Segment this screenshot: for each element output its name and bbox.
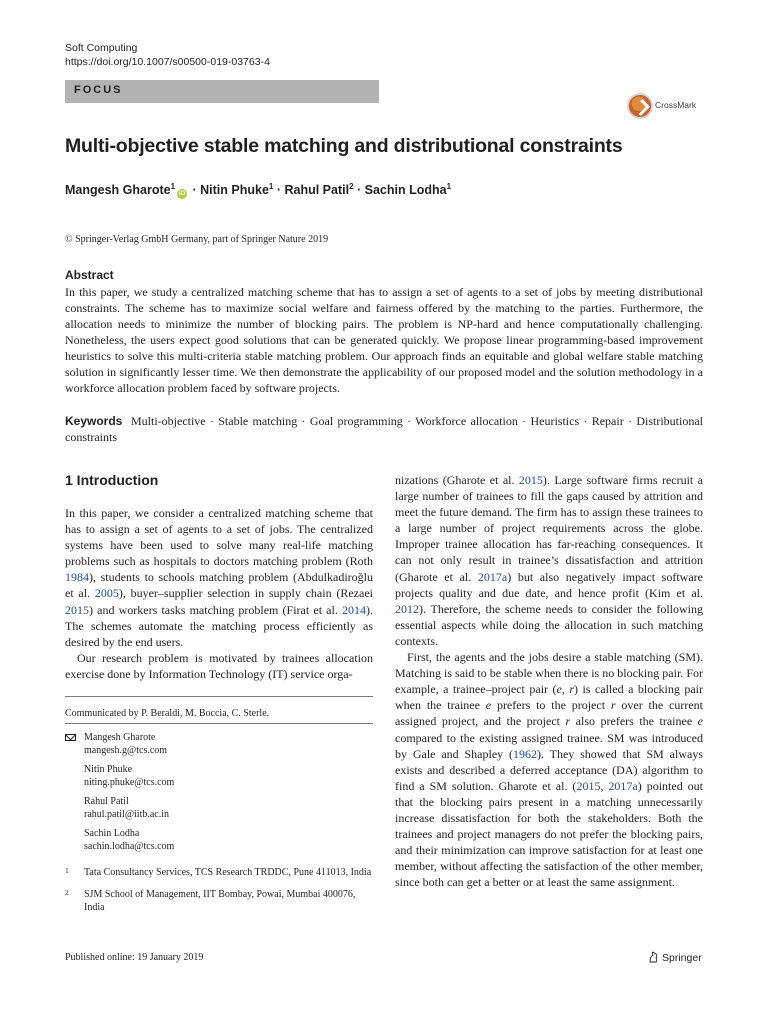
- affiliation-number: 2: [65, 888, 69, 897]
- journal-header: [65, 41, 270, 69]
- paragraph: Our research problem is motivated by trainees allocation exercise done by Information Technology (IT) service orga-: [65, 650, 373, 681]
- math-variable: r: [569, 682, 574, 697]
- orcid-icon[interactable]: iD: [178, 190, 186, 198]
- intro-right-column: [395, 472, 703, 890]
- contact-name: Mangesh Gharote: [84, 732, 156, 743]
- crossmark-icon: [627, 93, 653, 119]
- keywords-list: Multi-objective · Stable matching · Goal programming · Workforce allocation · Heuristics · Repair · Distributional constraints: [65, 414, 703, 444]
- contact-entry: [65, 795, 373, 821]
- paragraph: [65, 505, 373, 650]
- affiliation-entry: [65, 866, 373, 879]
- journal-name: Soft Computing: [65, 42, 138, 54]
- contact-name: Sachin Lodha: [84, 828, 140, 839]
- author-name: Mangesh Gharote: [65, 183, 171, 198]
- contact-email[interactable]: mangesh.g@tcs.com: [84, 745, 168, 756]
- footnote-divider: [65, 723, 373, 724]
- publisher-name: Springer: [662, 952, 702, 964]
- crossmark-badge[interactable]: [627, 92, 703, 122]
- keywords: [65, 413, 703, 445]
- published-date: Published online: 19 January 2019: [65, 952, 204, 963]
- text-run: ). The schemes automate the matching process efficiently as desired by the end users.: [65, 602, 373, 649]
- author-name: Rahul Patil: [284, 183, 350, 198]
- author-affiliation-mark: 1: [268, 182, 274, 191]
- text-run: compared to the existing assigned trainee. SM was introduced by Gale and Shapley (: [395, 730, 703, 761]
- citation-link[interactable]: 2005: [94, 586, 119, 601]
- text-run: ). Large software firms recruit a large number of trainees to fill the gaps caused by attrition and meet the future demand. The firm has to assign these trainees to a large number of project requirements across the globe. Improper trainee allocation has far-reaching consequences. It can not only result in trainee’s dissatisfaction and attrition (Gharote et al.: [395, 473, 703, 584]
- intro-left-column: [65, 505, 373, 682]
- contact-email[interactable]: sachin.lodha@tcs.com: [84, 841, 175, 852]
- text-run: ) is called a blocking pair when the trainee: [395, 682, 703, 713]
- text-run: ) and workers tasks matching problem (Firat et al.: [89, 602, 342, 617]
- affiliation-text: SJM School of Management, IIT Bombay, Powai, Mumbai 400076, India: [84, 889, 356, 913]
- publisher-logo: [648, 951, 702, 964]
- affiliation-number: 1: [65, 866, 69, 875]
- math-variable: e: [556, 682, 562, 697]
- citation-link[interactable]: 2015: [65, 602, 89, 617]
- affiliation-entry: [65, 888, 373, 914]
- paragraph: [395, 649, 703, 890]
- text-run: ,: [600, 778, 609, 793]
- crossmark-label: CrossMark: [655, 100, 697, 110]
- affiliation-text: Tata Consultancy Services, TCS Research TRDDC, Pune 411013, India: [84, 867, 372, 878]
- paper-title: Multi-objective stable matching and distributional constraints: [65, 135, 623, 157]
- contact-entry: [65, 827, 373, 853]
- text-run: ). Therefore, the scheme needs to consider the following essential aspects while doing the allocation in such matching contexts.: [395, 601, 703, 648]
- envelope-icon: [65, 734, 76, 741]
- text-run: ) but also negatively impact software projects quality and due date, and hence profit (Kim et al.: [395, 569, 703, 600]
- affiliations: [65, 866, 373, 923]
- section-banner: [65, 80, 379, 103]
- citation-link[interactable]: 2014: [342, 602, 366, 617]
- citation-link[interactable]: 2015: [576, 778, 601, 793]
- contact-entry: [65, 763, 373, 789]
- section-heading: 1 Introduction: [65, 472, 159, 488]
- math-variable: e: [485, 698, 492, 713]
- author-list: Mangesh Gharote$^1$iD · Nitin Phuke$^1$ · Rahul Patil$^2$ · Sachin Lodha$^1$: [65, 182, 452, 198]
- text-run: ,: [561, 682, 570, 697]
- math-variable: r: [610, 698, 616, 713]
- text-run: First, the agents and the jobs desire a stable matching (SM). Matching is said to be stable when there is no blocking pair. For example, a trainee–project pair (: [395, 650, 703, 697]
- author-affiliation-mark: 2: [349, 182, 354, 191]
- author-affiliation-mark: 1: [170, 182, 176, 191]
- abstract-text: In this paper, we study a centralized matching scheme that has to assign a set of agents to a set of jobs by meeting distributional constraints. The scheme has to maximize social welfare and fairness offered by the matching to the parties. Furthermore, the allocation needs to minimize the number of blocking pairs. The problem is NP-hard and hence computationally challenging. Nonetheless, the users expect good solutions that can be generated quickly. We propose linear programming-based improvement heuristics to solve this multi-criteria stable matching problem. Our approach finds an equitable and global welfare stable matching solution in significantly lesser time. We then demonstrate the applicability of our proposed model and the solution methodology in a workforce allocation problem faced by software projects.: [65, 285, 703, 395]
- author-contacts: [65, 731, 373, 859]
- text-run: prefers to the project: [491, 698, 611, 713]
- math-variable: r: [565, 714, 571, 729]
- communicated-by: Communicated by P. Beraldi, M. Boccia, C. Sterle.: [65, 708, 270, 719]
- text-run: ) pointed out that the blocking pairs present in a matching unnecessarily increase dissatisfaction for both the stakeholders. Both the trainees and project managers do not prefer the blocking pairs, and their minimization can improve satisfaction for at least one member, without affecting the satisfaction of the other member, since both can get a better or at least the same assignment.: [395, 778, 704, 890]
- citation-link[interactable]: 2017a: [608, 778, 638, 793]
- text-run: ). They showed that SM always exists and described a deferred acceptance (DA) algorithm to find a SM solution. Gharote et al. (: [395, 746, 703, 793]
- text-run: ), students to schools matching problem (Abdulkadiroğlu et al.: [65, 570, 373, 601]
- copyright-notice: © Springer-Verlag GmbH Germany, part of Springer Nature 2019: [65, 234, 329, 245]
- section-label: FOCUS: [74, 84, 123, 96]
- text-run: over the current assigned project, and the project: [395, 698, 703, 729]
- citation-link[interactable]: 2017a: [477, 569, 508, 584]
- author-name: Sachin Lodha: [364, 183, 447, 198]
- contact-email[interactable]: niting.phuke@tcs.com: [84, 777, 175, 788]
- text-run: nizations (Gharote et al.: [395, 473, 519, 487]
- abstract-heading: Abstract: [65, 268, 114, 282]
- citation-link[interactable]: 1962: [513, 746, 538, 761]
- text-run: also prefers the trainee: [570, 714, 698, 729]
- contact-email[interactable]: rahul.patil@iitb.ac.in: [84, 809, 170, 820]
- springer-horse-icon: [648, 951, 659, 963]
- author-affiliation-mark: 1: [446, 182, 452, 191]
- citation-link[interactable]: 2012: [395, 601, 419, 616]
- author-name: Nitin Phuke: [200, 183, 269, 198]
- keywords-label: Keywords: [65, 414, 123, 428]
- citation-link[interactable]: 1984: [65, 570, 89, 585]
- paragraph: [395, 472, 703, 649]
- text-run: ), buyer–supplier selection in supply chain (Rezaei: [118, 586, 373, 601]
- contact-entry: [65, 731, 373, 757]
- footnote-divider: [65, 696, 373, 697]
- text-run: In this paper, we consider a centralized matching scheme that has to assign a set of agents to a set of jobs. The centralized systems have been used to solve many real-life matching problems such as hospitals to doctors matching problem (Roth: [65, 506, 373, 569]
- math-variable: e: [697, 714, 703, 729]
- citation-link[interactable]: 2015: [518, 473, 543, 487]
- contact-name: Nitin Phuke: [84, 764, 133, 775]
- doi-link[interactable]: https://doi.org/10.1007/s00500-019-03763-4: [65, 56, 270, 68]
- contact-name: Rahul Patil: [84, 796, 129, 807]
